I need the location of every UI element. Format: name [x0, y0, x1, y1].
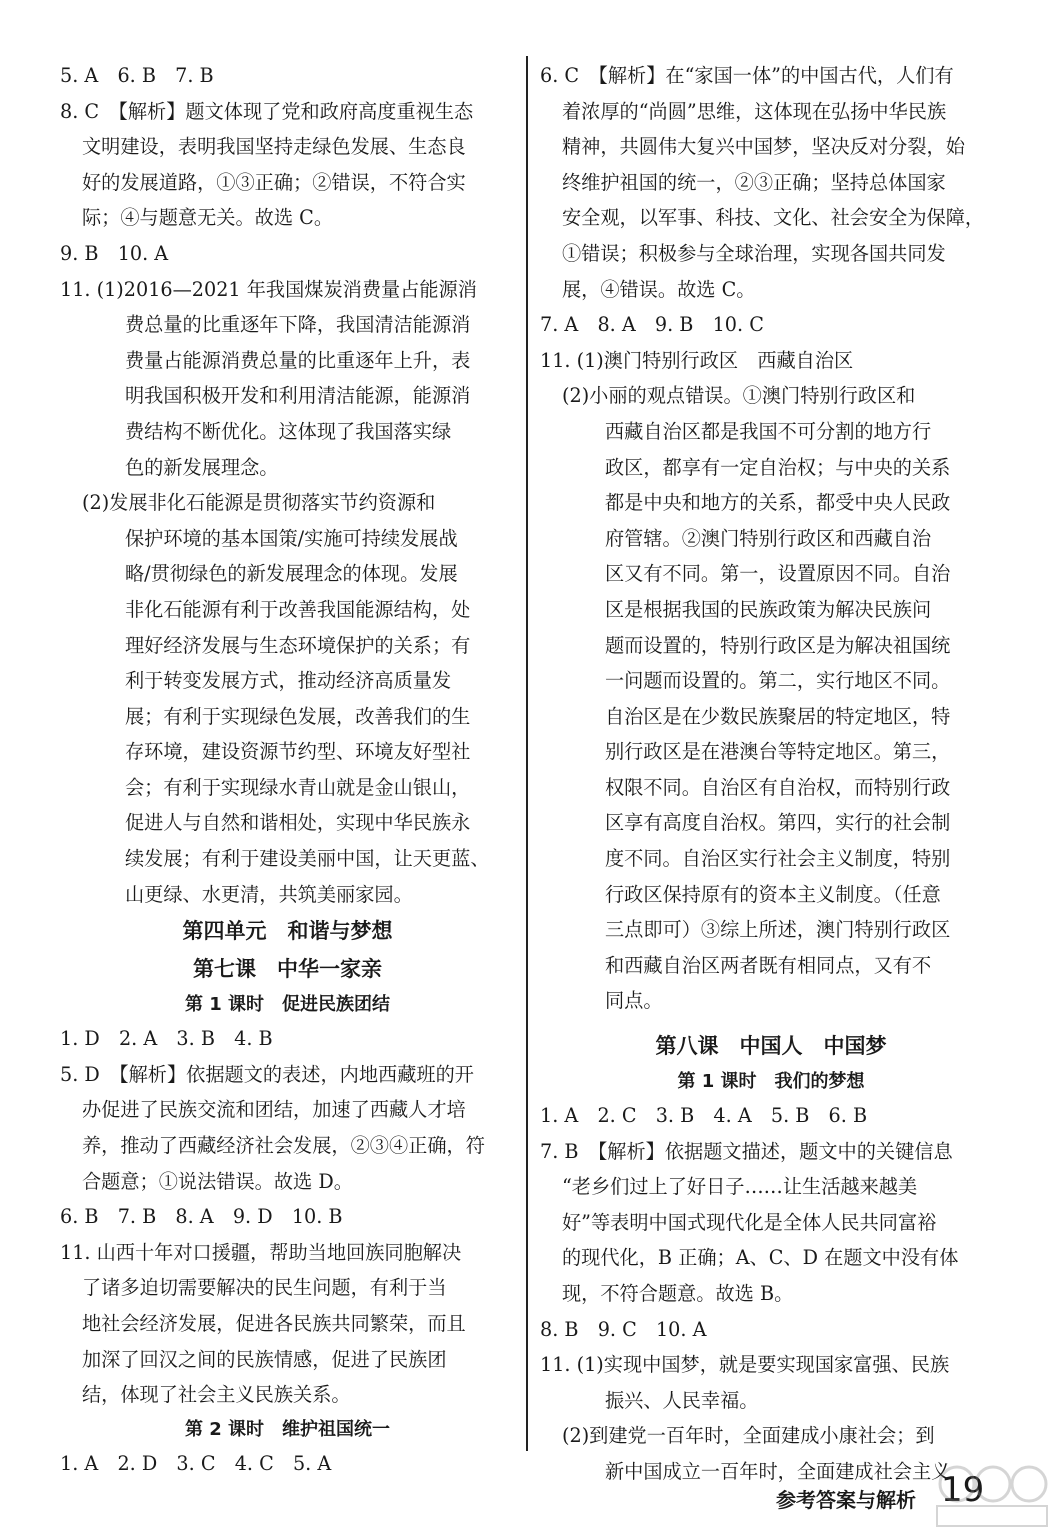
subsection-heading: 第 1 课时 我们的梦想	[677, 1071, 865, 1093]
answer-line: 7. A 8. A 9. B 10. C	[540, 313, 764, 337]
answer-line: 色的新发展理念。	[125, 455, 279, 479]
section-heading: 第八课 中国人 中国梦	[655, 1034, 887, 1059]
watermark-logo	[935, 1462, 1050, 1528]
answer-line: 和西藏自治区两者既有相同点，又有不	[605, 953, 932, 977]
answer-line: 三点即可）③综上所述，澳门特别行政区	[605, 918, 951, 942]
answer-line: 都是中央和地方的关系，都受中央人民政	[605, 491, 951, 515]
answer-line: 5. A 6. B 7. B	[60, 64, 214, 87]
footer-label: 参考答案与解析	[776, 1488, 916, 1512]
answer-line: 理好经济发展与生态环境保护的关系；有	[125, 633, 471, 657]
right-column	[540, 58, 1002, 1490]
answer-line: “老乡们过上了好日子……让生活越来越美	[562, 1175, 918, 1199]
answer-line: 着浓厚的“尚圆”思维，这体现在弘扬中华民族	[562, 99, 947, 123]
answer-line: 1. A 2. C 3. B 4. A 5. B 6. B	[540, 1104, 868, 1128]
answer-line: 1. A 2. D 3. C 4. C 5. A	[60, 1451, 332, 1475]
page-number: 19	[941, 1470, 985, 1510]
answer-line: 展；有利于实现绿色发展，改善我们的生	[125, 704, 471, 728]
answer-line: 11. (1)实现中国梦，就是要实现国家富强、民族	[540, 1353, 950, 1377]
answer-line: 费总量的比重逐年下降，我国清洁能源消	[125, 313, 471, 337]
answer-line: 结，体现了社会主义民族关系。	[82, 1383, 351, 1407]
answer-line: 存环境，建设资源节约型、环境友好型社	[125, 740, 471, 764]
answer-line: 别行政区是在港澳台等特定地区。第三，	[605, 740, 951, 764]
answer-line: 区享有高度自治权。第四，实行的社会制	[605, 811, 951, 835]
answer-line: 9. B 10. A	[60, 241, 169, 265]
answer-line: 了诸多迫切需要解决的民生问题，有利于当	[82, 1276, 447, 1300]
answer-line: 权限不同。自治区有自治权，而特别行政	[605, 775, 951, 799]
answer-line: 的现代化，B 正确；A、C、D 在题文中没有体	[562, 1246, 959, 1270]
answer-line: 行政区保持原有的资本主义制度。（任意	[605, 882, 941, 906]
answer-line: 西藏自治区都是我国不可分割的地方行	[605, 419, 932, 443]
section-heading: 第四单元 和谐与梦想	[182, 919, 393, 944]
answer-line: 8. B 9. C 10. A	[540, 1317, 707, 1341]
answer-line: 新中国成立一百年时，全面建成社会主义	[605, 1459, 951, 1483]
answer-line: 区又有不同。第一，设置原因不同。自治	[605, 562, 951, 586]
left-column	[60, 58, 515, 1481]
answer-line: 略/贯彻绿色的新发展理念的体现。发展	[125, 562, 458, 586]
subsection-heading: 第 2 课时 维护祖国统一	[184, 1418, 391, 1440]
answer-line: 1. D 2. A 3. B 4. B	[60, 1027, 273, 1051]
answer-line: (2)到建党一百年时，全面建成小康社会；到	[562, 1424, 935, 1448]
answer-line: 5. D 【解析】依据题文的表述，内地西藏班的开	[60, 1062, 474, 1086]
answer-line: 费量占能源消费总量的比重逐年上升，表	[125, 348, 471, 372]
answer-line: 会；有利于实现绿水青山就是金山银山，	[125, 775, 471, 799]
answer-line: 11. (1)澳门特别行政区 西藏自治区	[540, 348, 854, 372]
answer-line: 山更绿、水更清，共筑美丽家园。	[125, 882, 413, 906]
answer-line: 续发展；有利于建设美丽中国，让天更蓝、	[125, 847, 490, 871]
answer-line: 保护环境的基本国策/实施可持续发展战	[125, 526, 458, 550]
answer-line: 明我国积极开发和利用清洁能源，能源消	[125, 384, 471, 408]
answer-line: 费结构不断优化。这体现了我国落实绿	[125, 419, 452, 443]
answer-line: 文明建设，表明我国坚持走绿色发展、生态良	[82, 135, 466, 159]
answer-line: 同点。	[605, 989, 663, 1013]
column-divider	[526, 56, 528, 1451]
answer-line: 题而设置的，特别行政区是为解决祖国统	[605, 633, 951, 657]
answer-line: 自治区是在少数民族聚居的特定地区，特	[605, 704, 951, 728]
answer-line: 好”等表明中国式现代化是全体人民共同富裕	[562, 1210, 937, 1234]
answer-line: 7. B 【解析】依据题文描述，题文中的关键信息	[540, 1139, 953, 1163]
answer-line: 加深了回汉之间的民族情感，促进了民族团	[82, 1347, 447, 1371]
answer-line: 展，④错误。故选 C。	[562, 277, 756, 301]
answer-line: 安全观，以军事、科技、文化、社会安全为保障，	[562, 206, 985, 230]
answer-line: 合题意；①说法错误。故选 D。	[82, 1169, 353, 1193]
answer-line: 区是根据我国的民族政策为解决民族问	[605, 597, 932, 621]
answer-line: 度不同。自治区实行社会主义制度，特别	[605, 847, 951, 871]
section-heading: 第七课 中华一家亲	[193, 957, 382, 982]
answer-line: 际；④与题意无关。故选 C。	[82, 206, 334, 230]
answer-line: (2)发展非化石能源是贯彻落实节约资源和	[82, 491, 436, 515]
subsection-heading: 第 1 课时 促进民族团结	[184, 994, 391, 1016]
answer-line: 6. B 7. B 8. A 9. D 10. B	[60, 1205, 343, 1229]
answer-line: 地社会经济发展，促进各民族共同繁荣，而且	[82, 1312, 466, 1335]
answer-line: 6. C 【解析】在“家国一体”的中国古代，人们有	[540, 64, 954, 87]
answer-line: 非化石能源有利于改善我国能源结构，处	[125, 597, 471, 621]
answer-line: ①错误；积极参与全球治理，实现各国共同发	[562, 241, 946, 265]
answer-line: 8. C 【解析】题文体现了党和政府高度重视生态	[60, 99, 474, 123]
spacer	[540, 1019, 1002, 1027]
answer-line: 利于转变发展方式，推动经济高质量发	[125, 669, 452, 693]
answer-line: 办促进了民族交流和团结，加速了西藏人才培	[82, 1098, 466, 1122]
answer-line: 现，不符合题意。故选 B。	[562, 1282, 794, 1305]
answer-line: 11. 山西十年对口援疆，帮助当地回族同胞解决	[60, 1240, 462, 1264]
answer-line: 政区，都享有一定自治权；与中央的关系	[605, 455, 951, 479]
answer-line: 一问题而设置的。第二，实行地区不同。	[605, 669, 951, 693]
answer-line: 11. (1)2016—2021 年我国煤炭消费量占能源消	[60, 277, 477, 301]
answer-line: 终维护祖国的统一，②③正确；坚持总体国家	[562, 170, 946, 194]
answer-line: (2)小丽的观点错误。①澳门特别行政区和	[562, 384, 916, 408]
answer-line: 促进人与自然和谐相处，实现中华民族永	[125, 811, 471, 835]
answer-line: 好的发展道路，①③正确；②错误，不符合实	[82, 170, 466, 194]
answer-line: 振兴、人民幸福。	[605, 1388, 759, 1412]
answer-line: 精神，共圆伟大复兴中国梦，坚决反对分裂，始	[562, 135, 965, 159]
answer-line: 府管辖。②澳门特别行政区和西藏自治	[605, 526, 932, 550]
answer-line: 养，推动了西藏经济社会发展，②③④正确，符	[82, 1134, 485, 1158]
